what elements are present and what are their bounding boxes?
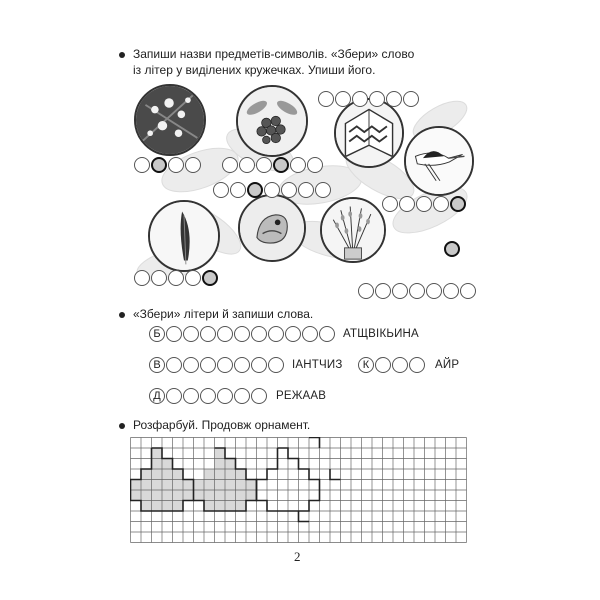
circle[interactable]: [256, 157, 272, 173]
shaded-cell: [236, 480, 247, 491]
shaded-cell: [236, 501, 247, 512]
circle[interactable]: [403, 91, 419, 107]
circle[interactable]: [168, 270, 184, 286]
circle[interactable]: [290, 157, 306, 173]
circle[interactable]: [200, 388, 216, 404]
circle[interactable]: [335, 91, 351, 107]
circle-highlighted[interactable]: [151, 157, 167, 173]
circle[interactable]: [281, 182, 297, 198]
circle[interactable]: [315, 182, 331, 198]
given-letter: Д: [153, 390, 161, 402]
circle[interactable]: [409, 357, 425, 373]
circle[interactable]: [166, 388, 182, 404]
shaded-cell: [215, 459, 226, 470]
circle[interactable]: [392, 283, 408, 299]
circle[interactable]: [264, 182, 280, 198]
given-letter: В: [153, 359, 161, 371]
circle[interactable]: [409, 283, 425, 299]
circle[interactable]: [185, 157, 201, 173]
circle[interactable]: [319, 326, 335, 342]
task1-line2: із літер у виділених кружечках. Упиши його.: [133, 63, 376, 77]
circle[interactable]: [151, 270, 167, 286]
circle[interactable]: [433, 196, 449, 212]
shaded-cell: [152, 480, 163, 491]
shaded-cell: [215, 501, 226, 512]
task1-bullet: [119, 52, 125, 58]
shaded-cell: [162, 501, 173, 512]
circle-highlighted[interactable]: [444, 241, 460, 257]
circle[interactable]: [185, 270, 201, 286]
circle[interactable]: [352, 91, 368, 107]
ornament-outline: [309, 438, 320, 449]
circle[interactable]: [200, 326, 216, 342]
flower-icon: [136, 86, 204, 154]
rowan-photo: [236, 85, 308, 157]
circle[interactable]: [307, 157, 323, 173]
circle[interactable]: [234, 326, 250, 342]
shaded-cell: [236, 469, 247, 480]
circle[interactable]: [230, 182, 246, 198]
circle[interactable]: [234, 357, 250, 373]
circle[interactable]: [382, 196, 398, 212]
willow-icon: [322, 199, 384, 261]
circle[interactable]: [251, 326, 267, 342]
shaded-cell: [152, 459, 163, 470]
shaded-cell: [173, 480, 184, 491]
circle[interactable]: [369, 91, 385, 107]
circle[interactable]: [375, 283, 391, 299]
shaded-cell: [152, 490, 163, 501]
shaded-cell: [141, 501, 152, 512]
circle[interactable]: [251, 357, 267, 373]
shaded-cell: [152, 469, 163, 480]
feather-photo: [148, 200, 220, 272]
shaded-cell: [204, 469, 215, 480]
shaded-cell: [162, 459, 173, 470]
shaded-cell: [141, 480, 152, 491]
shaded-cell: [162, 480, 173, 491]
circle[interactable]: [399, 196, 415, 212]
circle[interactable]: [460, 283, 476, 299]
shaded-cell: [131, 490, 142, 501]
shaded-cell: [194, 490, 205, 501]
circle[interactable]: [302, 326, 318, 342]
circle[interactable]: [134, 270, 150, 286]
circle[interactable]: [217, 357, 233, 373]
circle[interactable]: [200, 357, 216, 373]
circle-highlighted[interactable]: [247, 182, 263, 198]
circle[interactable]: [222, 157, 238, 173]
task3-bullet: [119, 423, 125, 429]
grid-canvas: [130, 437, 471, 543]
shaded-cell: [246, 490, 257, 501]
shaded-cell: [183, 480, 194, 491]
feather-icon: [150, 202, 218, 270]
shaded-cell: [225, 459, 236, 470]
shaded-cell: [173, 469, 184, 480]
ornament-outline: [330, 469, 341, 480]
circle[interactable]: [251, 388, 267, 404]
shaded-cell: [215, 480, 226, 491]
task2-instruction: «Збери» літери й запиши слова.: [133, 307, 314, 321]
stork-photo: [404, 126, 474, 196]
circle[interactable]: [298, 182, 314, 198]
circle[interactable]: [166, 326, 182, 342]
page-number: 2: [294, 549, 301, 564]
circle[interactable]: [183, 357, 199, 373]
circle[interactable]: [268, 326, 284, 342]
circle[interactable]: [318, 91, 334, 107]
circle[interactable]: [234, 388, 250, 404]
shaded-cell: [131, 480, 142, 491]
shaded-cell: [183, 490, 194, 501]
shaded-cell: [204, 480, 215, 491]
shaded-cell: [162, 490, 173, 501]
shaded-cell: [162, 469, 173, 480]
willow-photo: [320, 197, 386, 263]
ornament-outline: [299, 511, 310, 522]
scrambled-word: РЕЖААВ: [276, 390, 327, 402]
circle[interactable]: [285, 326, 301, 342]
circle[interactable]: [268, 357, 284, 373]
shaded-cell: [152, 448, 163, 459]
shaded-cell: [173, 490, 184, 501]
shaded-cell: [236, 490, 247, 501]
shaded-cell: [173, 501, 184, 512]
circle-highlighted[interactable]: [273, 157, 289, 173]
given-letter: Б: [153, 328, 161, 340]
circle[interactable]: [386, 91, 402, 107]
shaded-cell: [225, 469, 236, 480]
circle[interactable]: [213, 182, 229, 198]
shaded-cell: [194, 480, 205, 491]
circle[interactable]: [392, 357, 408, 373]
shaded-cell: [215, 448, 226, 459]
circle[interactable]: [426, 283, 442, 299]
circle[interactable]: [239, 157, 255, 173]
scrambled-word: ІАНТЧИЗ: [292, 359, 343, 371]
towel-icon: [336, 100, 402, 166]
given-letter: К: [362, 359, 370, 371]
task2-bullet: [119, 312, 125, 318]
bird-ornament-icon: [240, 196, 304, 260]
circle[interactable]: [375, 357, 391, 373]
shaded-cell: [141, 469, 152, 480]
circle-highlighted[interactable]: [450, 196, 466, 212]
task1-line1: Запиши назви предметів-символів. «Збери» слово: [133, 47, 415, 61]
shaded-cell: [246, 480, 257, 491]
shaded-cell: [215, 490, 226, 501]
task3-instruction: Розфарбуй. Продовж орнамент.: [133, 418, 311, 432]
circle[interactable]: [443, 283, 459, 299]
shaded-cell: [225, 480, 236, 491]
circle[interactable]: [358, 283, 374, 299]
stork-icon: [406, 128, 472, 194]
embroidered-towel-photo: [334, 98, 404, 168]
shaded-cell: [225, 490, 236, 501]
flower-photo: [134, 84, 206, 156]
circle[interactable]: [134, 157, 150, 173]
bird-ornament-photo: [238, 194, 306, 262]
shaded-cell: [141, 490, 152, 501]
ornament-grid[interactable]: [130, 437, 471, 548]
shaded-cell: [152, 501, 163, 512]
shaded-cell: [215, 469, 226, 480]
shaded-cell: [204, 490, 215, 501]
shaded-cell: [225, 501, 236, 512]
scrambled-word: АТЩВІКЬИНА: [343, 328, 419, 340]
circle[interactable]: [217, 388, 233, 404]
circle[interactable]: [183, 326, 199, 342]
circle[interactable]: [166, 357, 182, 373]
circle[interactable]: [416, 196, 432, 212]
circle-highlighted[interactable]: [202, 270, 218, 286]
circle[interactable]: [168, 157, 184, 173]
rowan-berries-icon: [238, 87, 306, 155]
scrambled-word: АЙР: [435, 359, 460, 371]
shaded-cell: [204, 501, 215, 512]
circle[interactable]: [183, 388, 199, 404]
circle[interactable]: [217, 326, 233, 342]
